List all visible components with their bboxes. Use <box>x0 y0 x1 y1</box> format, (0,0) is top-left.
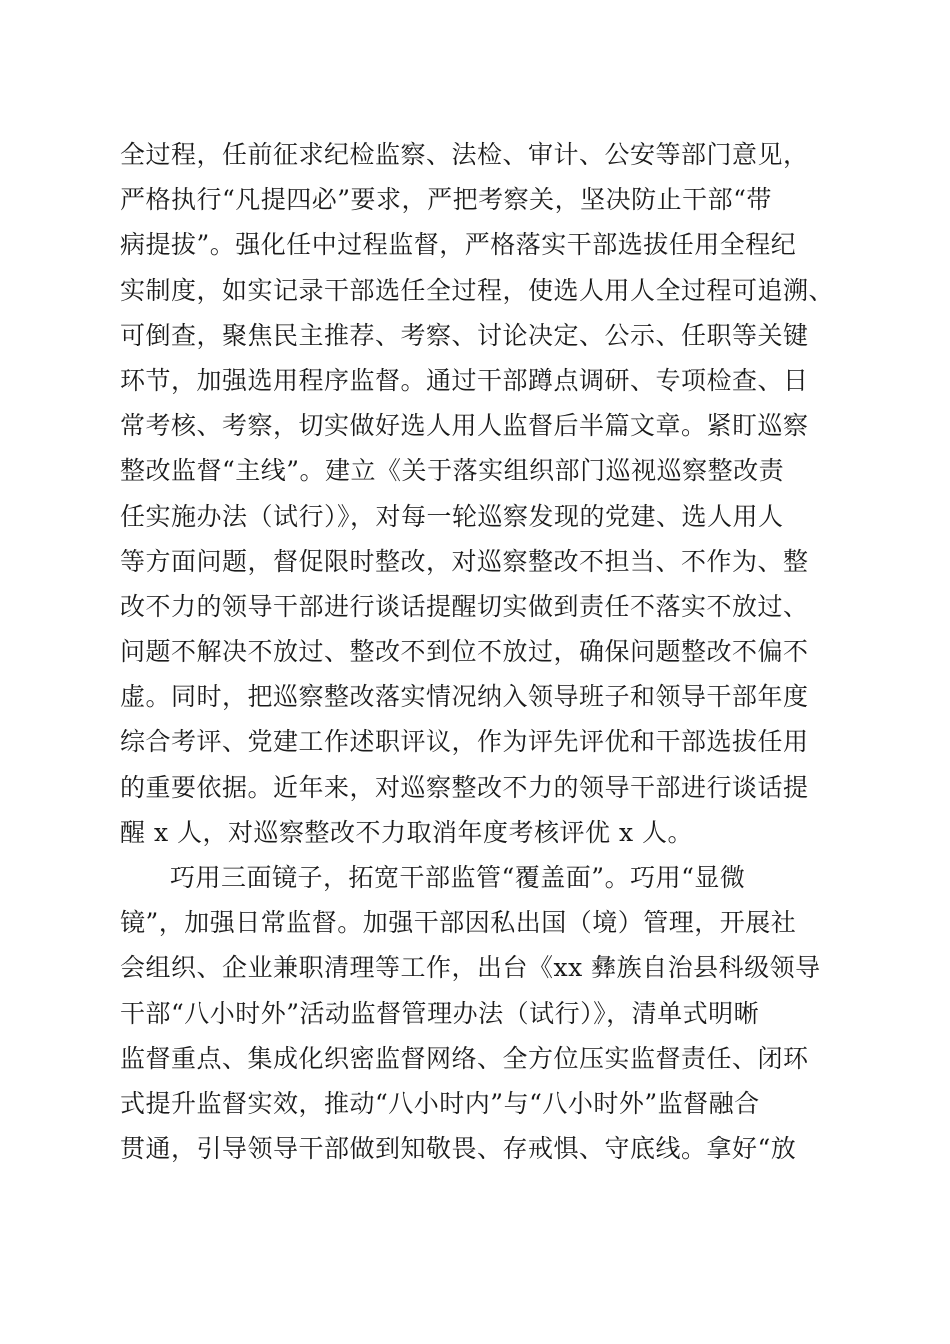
text-line: 的重要依据。近年来，对巡察整改不力的领导干部进行谈话提 <box>120 772 809 802</box>
text-line: 实制度，如实记录干部选任全过程，使选人用人全过程可追溯、 <box>120 275 835 305</box>
text-line: 贯通，引导领导干部做到知敬畏、存戒惧、守底线。拿好“放 <box>120 1134 797 1164</box>
text-line: 镜”，加强日常监督。加强干部因私出国（境）管理，开展社 <box>120 908 797 938</box>
text-line: 严格执行“凡提四必”要求，严把考察关，坚决防止干部“带 <box>120 185 772 215</box>
paragraph-start-line: 巧用三面镜子，拓宽干部监管“覆盖面”。巧用“显微 <box>170 863 746 892</box>
text-line: 环节，加强选用程序监督。通过干部蹲点调研、专项检查、日 <box>120 365 809 395</box>
text-line: 问题不解决不放过、整改不到位不放过，确保问题整改不偏不 <box>120 637 809 667</box>
text-line: 干部“八小时外”活动监督管理办法（试行）》，清单式明晰 <box>120 998 760 1028</box>
text-line: 整改监督“主线”。建立《关于落实组织部门巡视巡察整改责 <box>120 456 785 486</box>
body-text <box>120 132 840 1171</box>
text-line: 病提拔”。强化任中过程监督，严格落实干部选拔任用全程纪 <box>120 230 797 260</box>
text-line: 改不力的领导干部进行谈话提醒切实做到责任不落实不放过、 <box>120 591 809 621</box>
text-line: 虚。同时，把巡察整改落实情况纳入领导班子和领导干部年度 <box>120 682 809 712</box>
text-line: 任实施办法（试行）》，对每一轮巡察发现的党建、选人用人 <box>120 501 784 531</box>
text-line: 等方面问题，督促限时整改，对巡察整改不担当、不作为、整 <box>120 546 809 576</box>
text-line: 会组织、企业兼职清理等工作，出台《xx 彝族自治县科级领导 <box>120 953 821 983</box>
text-line: 全过程，任前征求纪检监察、法检、审计、公安等部门意见， <box>120 140 809 169</box>
text-line: 监督重点、集成化织密监督网络、全方位压实监督责任、闭环 <box>120 1043 809 1073</box>
text-line: 式提升监督实效，推动“八小时内”与“八小时外”监督融合 <box>120 1088 760 1118</box>
text-line: 常考核、考察，切实做好选人用人监督后半篇文章。紧盯巡察 <box>120 411 809 441</box>
text-line: 可倒查，聚焦民主推荐、考察、讨论决定、公示、任职等关键 <box>120 320 809 350</box>
text-line: 综合考评、党建工作述职评议，作为评先评优和干部选拔任用 <box>120 727 809 757</box>
text-line: 醒 x 人，对巡察整改不力取消年度考核评优 x 人。 <box>120 817 693 847</box>
